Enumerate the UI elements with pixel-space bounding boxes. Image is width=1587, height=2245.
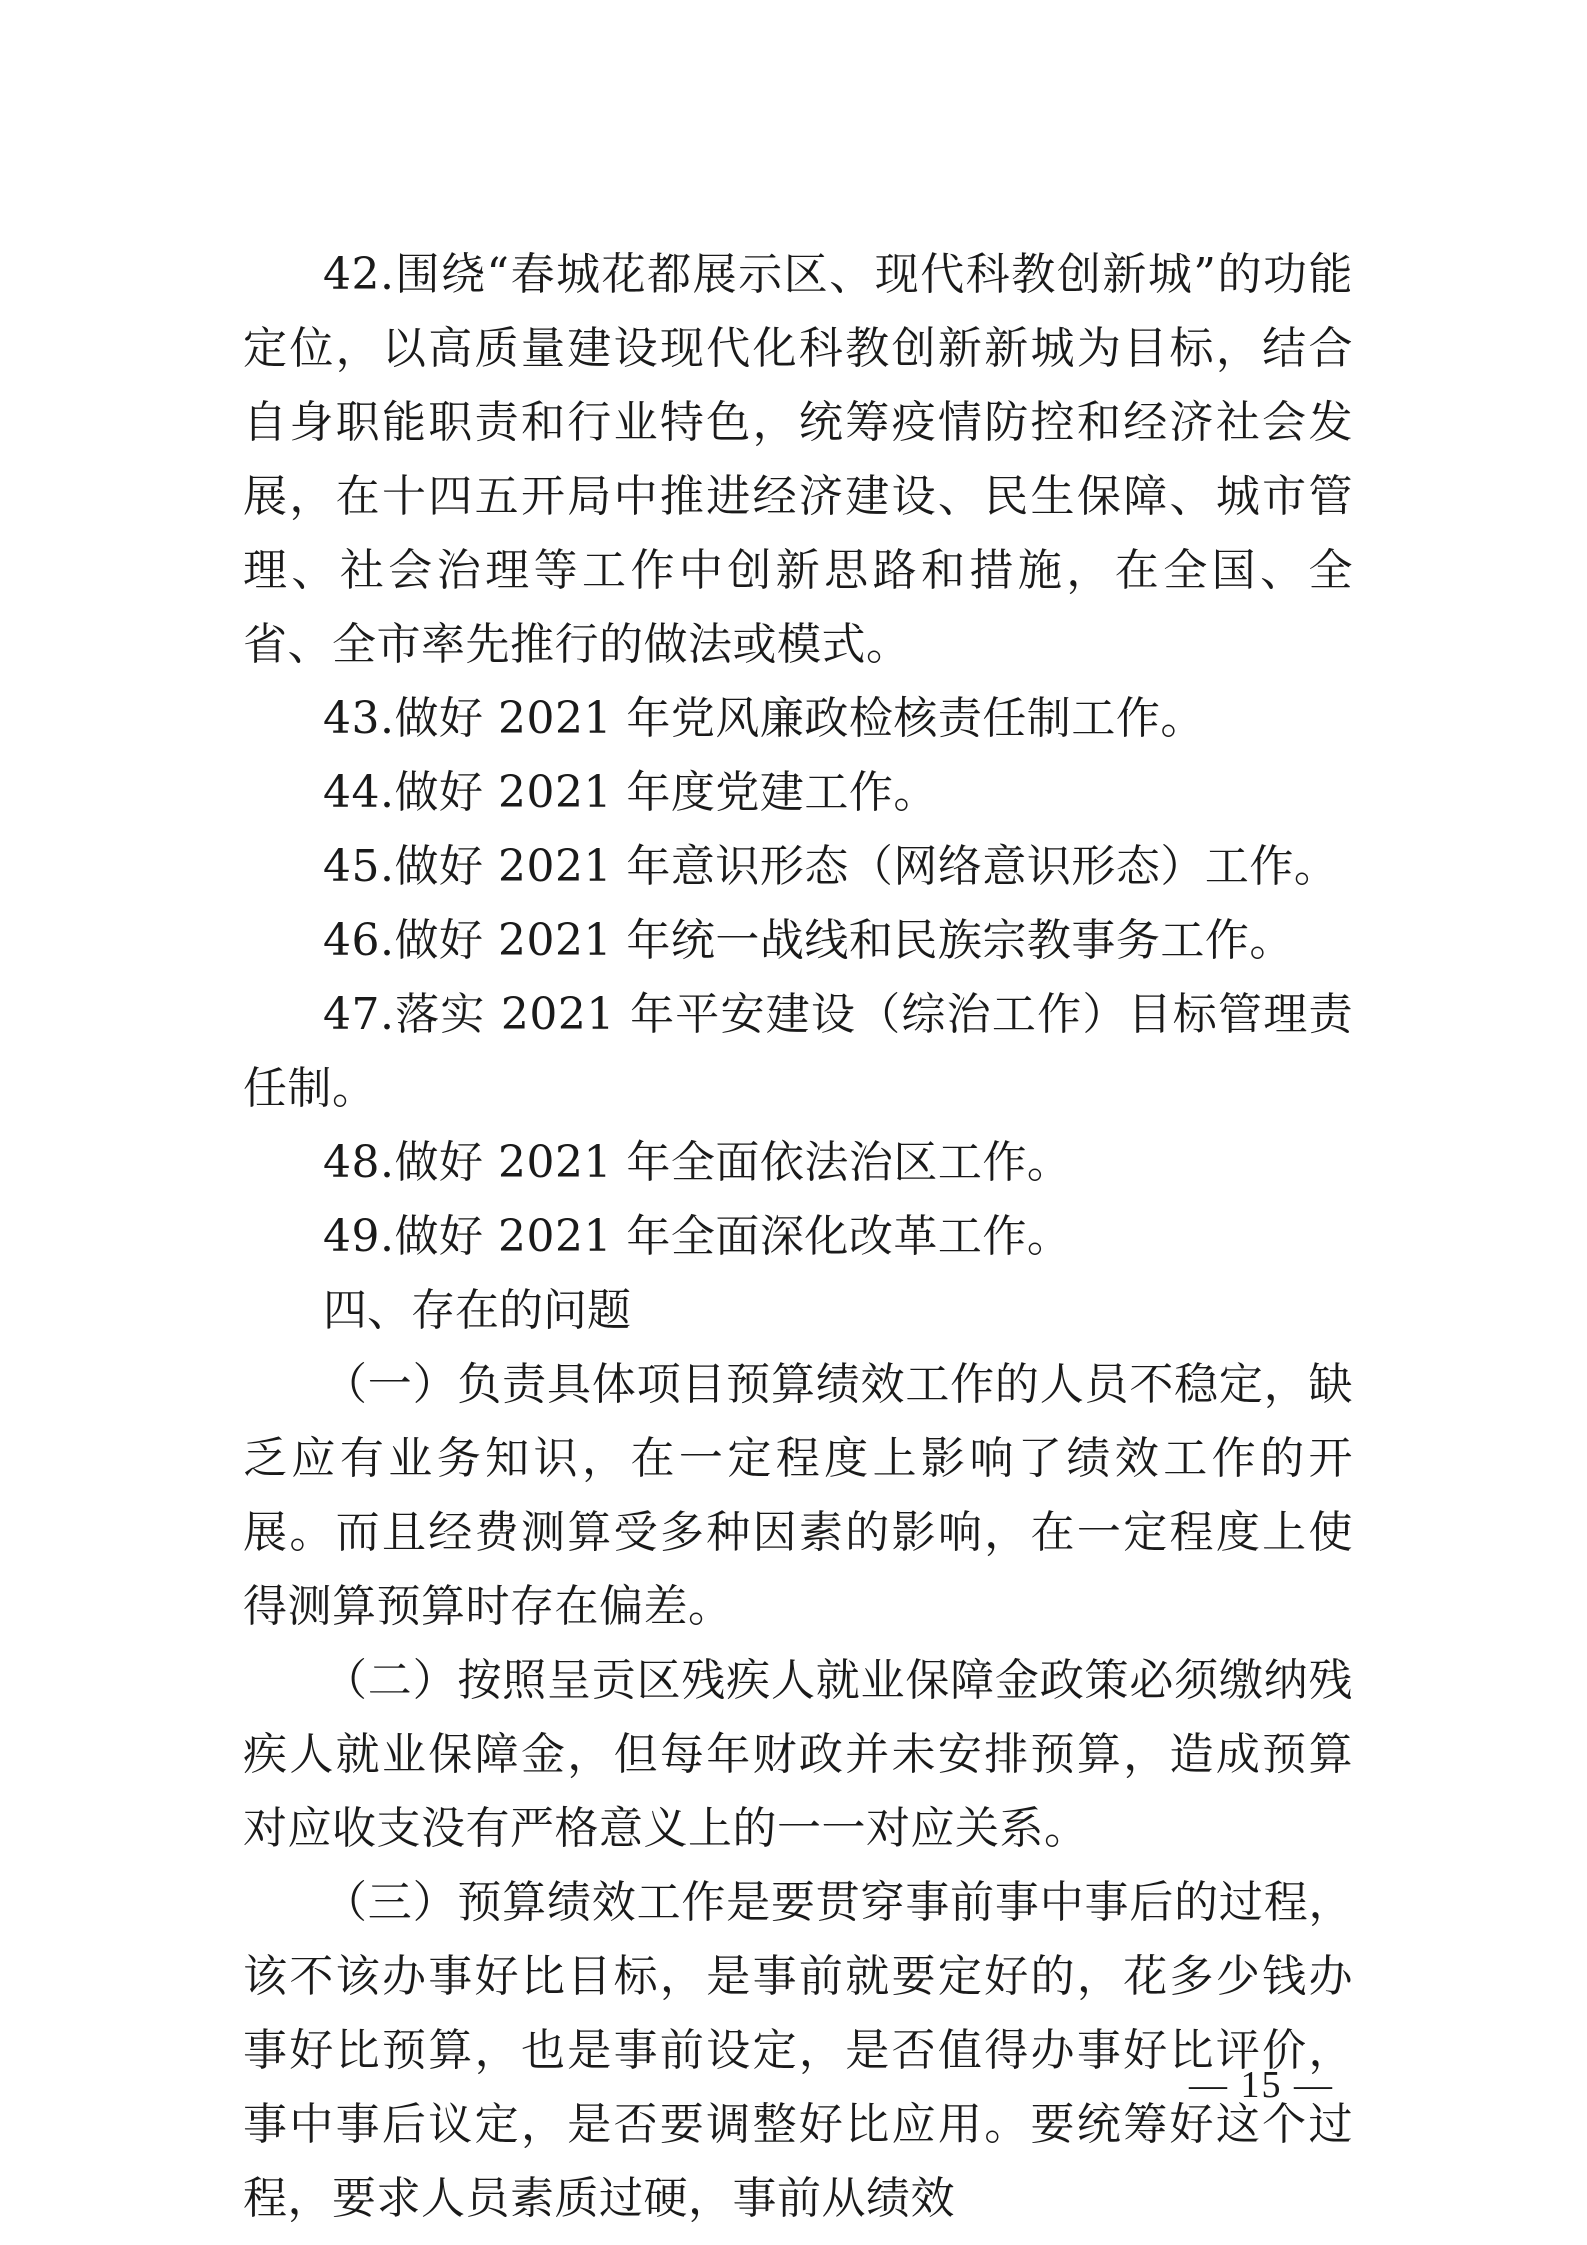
problem-paragraph-2: （二）按照呈贡区残疾人就业保障金政策必须缴纳残疾人就业保障金，但每年财政并未安排预算，造成预算对应收支没有严格意义上的一一对应关系。 <box>243 1655 1353 1854</box>
paragraph-item-43: 43.做好 2021 年党风廉政检核责任制工作。 <box>323 693 1205 744</box>
paragraph-item-48: 48.做好 2021 年全面依法治区工作。 <box>323 1137 1072 1188</box>
page-content <box>243 238 1353 2236</box>
page-number: — 15 — <box>1189 2064 1334 2106</box>
paragraph-item-46: 46.做好 2021 年统一战线和民族宗教事务工作。 <box>323 915 1294 966</box>
paragraph-item-42: 42.围绕“春城花都展示区、现代科教创新城”的功能定位，以高质量建设现代化科教创新新城为目标，结合自身职能职责和行业特色，统筹疫情防控和经济社会发展，在十四五开局中推进经济建设、民生保障、城市管理、社会治理等工作中创新思路和措施，在全国、全省、全市率先推行的做法或模式。 <box>243 249 1353 670</box>
paragraph-item-49: 49.做好 2021 年全面深化改革工作。 <box>323 1211 1072 1262</box>
problem-paragraph-1: （一）负责具体项目预算绩效工作的人员不稳定，缺乏应有业务知识，在一定程度上影响了绩效工作的开展。而且经费测算受多种因素的影响，在一定程度上使得测算预算时存在偏差。 <box>243 1359 1353 1632</box>
paragraph-item-44: 44.做好 2021 年度党建工作。 <box>323 767 938 818</box>
paragraph-item-45: 45.做好 2021 年意识形态（网络意识形态）工作。 <box>323 841 1339 892</box>
paragraph-item-47: 47.落实 2021 年平安建设（综治工作）目标管理责任制。 <box>243 989 1353 1114</box>
section-heading: 四、存在的问题 <box>323 1285 631 1336</box>
problem-paragraph-3: （三）预算绩效工作是要贯穿事前事中事后的过程，该不该办事好比目标，是事前就要定好的，花多少钱办事好比预算，也是事前设定，是否值得办事好比评价，事中事后议定，是否要调整好比应用。要统筹好这个过程，要求人员素质过硬，事前从绩效 <box>243 1877 1353 2224</box>
